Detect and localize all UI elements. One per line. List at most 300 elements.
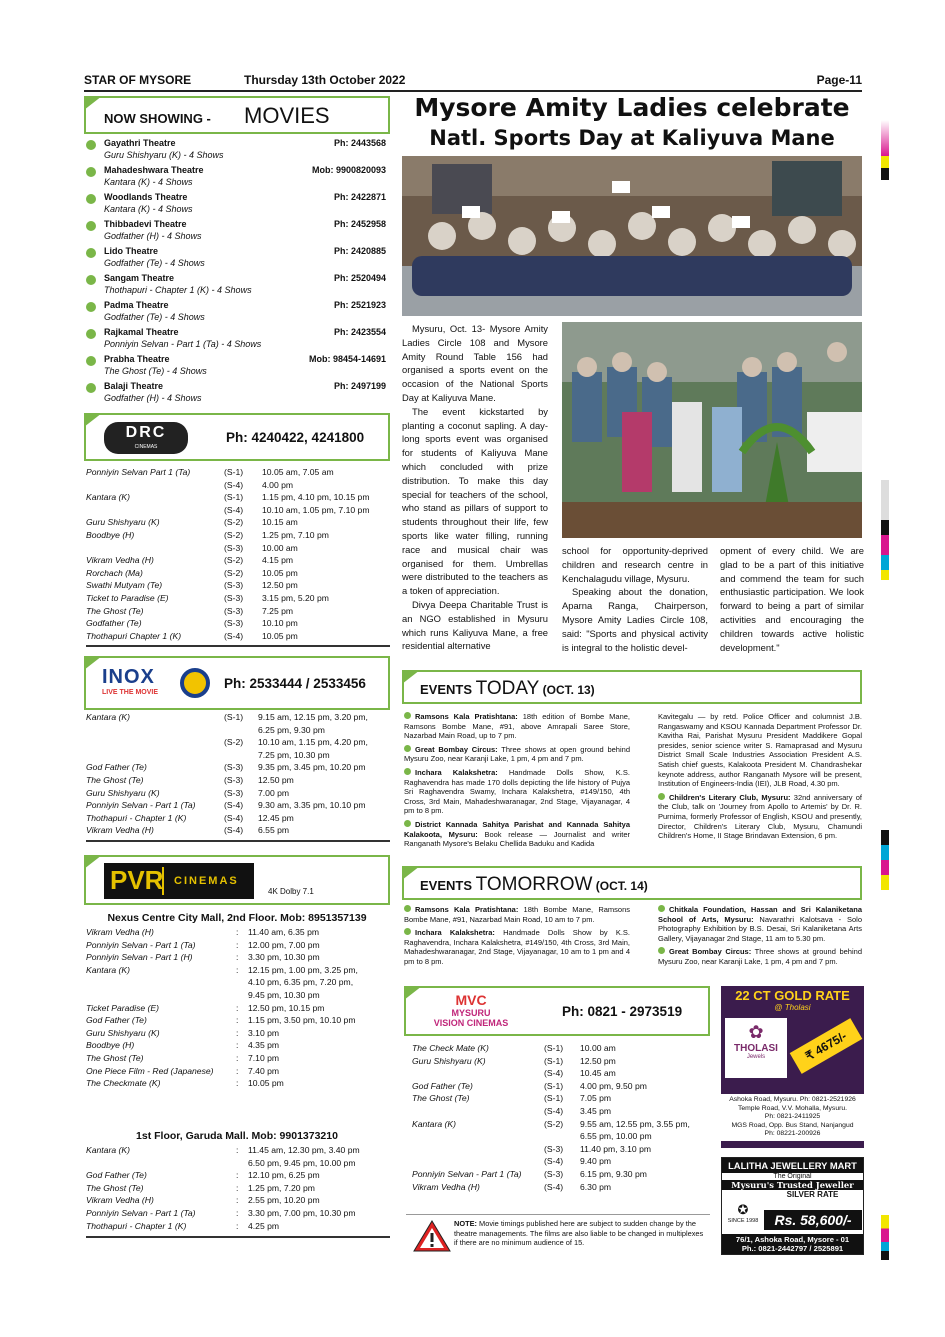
movie-title: Rorchach (Ma) [86,567,143,578]
schedule-row [86,1053,386,1066]
theatre-movie: Godfather (Te) - 4 Shows [104,312,205,322]
theatre-phone: Ph: 2422871 [333,192,386,202]
events-tomorrow-left [404,905,630,971]
movie-title: Guru Shishyaru (K) [86,787,160,798]
schedule-row [86,750,386,763]
events-today-right [658,712,862,845]
schedule-row [86,1158,386,1171]
schedule-row [86,813,386,826]
inox-schedule [86,712,390,842]
pvr-schedule-2 [86,1145,390,1238]
pvr-logo: PVR CINEMAS [104,863,254,899]
screen: (S-1) [544,1043,564,1053]
events-tomorrow-right [658,905,862,971]
screen: (S-3) [224,592,244,603]
bullet-icon [658,905,665,912]
now-showing-header [84,96,390,134]
pvr-venue-1: Nexus Centre City Mall, 2nd Floor. Mob: 8951357139 [107,912,367,924]
show-times: 3.30 pm, 10.30 pm [248,952,320,963]
schedule-row [86,1221,386,1234]
show-times: 3.45 pm [580,1105,612,1116]
screen: (S-1) [544,1093,564,1104]
show-times: 1.25 pm, 7.10 pm [262,529,329,540]
show-times: 1.25 pm, 7.20 pm [248,1182,315,1193]
drc-logo: DRC CINEMAS [104,422,188,454]
schedule-row [412,1081,708,1094]
event-item: Inchara Kalakshetra: Handmade Dolls Show by K.S. Raghavendra, Inchara Kalakshetra, #149/150, 4th Cross, 3rd Main, Mahadeshwaranagar, 2nd Stage, Vijayanagar, 10 am to 1 pm and 4 pm to 8 pm. [404,928,630,966]
theatre-item [84,192,390,219]
article-headline: Mysore Amity Ladies celebrate Natl. Sports Day at Kaliyuva Mane [414,93,850,150]
show-times: 10.05 pm [262,567,298,578]
show-times: 4.35 pm [248,1040,280,1051]
show-times: 10.45 am [580,1068,616,1079]
screen: (S-1) [224,492,244,503]
pvr-schedule-1 [86,927,390,1091]
movie-title: Ticket Paradise (E) [86,1002,159,1013]
schedule-row [412,1093,708,1106]
movie-title: Kantara (K) [412,1118,456,1129]
screen: (S-3) [224,774,244,785]
movie-title: Vikram Vedha (H) [86,1195,154,1206]
movie-title: Boodbye (H) [86,1040,135,1051]
mvc-schedule [412,1043,710,1194]
theatre-list [84,138,390,408]
event-item: Great Bombay Circus: Three shows at open ground behind Mysuru Zoo, near Karanji Lake, 1 pm, 4 pm and 7 pm. [404,744,630,764]
schedule-row [86,1066,386,1079]
bullet-icon [86,356,96,366]
screen: (S-3) [224,605,244,616]
event-item: Ramsons Kala Pratishtana: 18th Bombe Mane, Ramsons Bombe Mane, #91, Nazarbad Main Road, 10 am to 7 pm. [404,905,630,924]
theatre-name: Woodlands Theatre [104,192,188,202]
movie-title: God Father (Te) [86,1015,147,1026]
show-times: 7.05 pm [580,1093,612,1104]
screen: (S-3) [224,542,244,553]
event-item: Kavitegalu — by retd. Police Officer and columnist J.B. Rangaswamy and KSOU Kannada Department Professor Dr. Kavitha Rai, Parishat Mysuru President Maddikere Gopal presides, senior science writer S. Ramaprasad and Mysuru District Small Scale Industries Association President A.S. Satish chief guests, Kalakoota President M. Chandrashekar keynote address, author Ranganath Mysore will be present, Institution of Engineers-India (IEI), JLB Road, 4.30 pm. [658,712,862,789]
screen [224,725,258,738]
theatre-name: Prabha Theatre [104,354,170,364]
event-item: Ramsons Kala Pratishtana: 18th edition of Bombe Mane, Ramsons Bombe Mane, #91, above Amrapali Saree Store, Nazarbad Main Road, up to 7 pm. [404,712,630,741]
show-times: 10.00 am [580,1043,616,1053]
movie-title [412,1106,544,1119]
schedule-row [86,580,386,593]
schedule-row [412,1043,708,1056]
schedule-row [86,467,386,480]
page-number: Page-11 [816,73,862,87]
screen: (S-3) [224,762,244,773]
schedule-row [86,606,386,619]
screen: (S-3) [224,580,244,591]
schedule-row [86,543,386,556]
event-item: Great Bombay Circus: Three shows at ground behind Mysuru Zoo, near Karanji Lake, 1 pm, 4 pm and 7 pm. [658,947,862,966]
events-today-left [404,712,630,853]
screen: (S-2) [224,517,244,528]
movie-title: Thothapuri - Chapter 1 (K) [86,812,187,823]
show-times: 7.40 pm [248,1065,280,1076]
schedule-row [412,1131,708,1144]
show-times: 11.45 am, 12.30 pm, 3.40 pm [248,1145,360,1155]
theatre-movie: Ponniyin Selvan - Part 1 (Ta) - 4 Shows [104,339,262,349]
lalitha-address: 76/1, Ashoka Road, Mysore - 01 Ph.: 0821-2442797 / 2525891 [722,1234,863,1254]
screen: : [236,964,239,975]
group-photo [402,156,862,316]
print-color-bar [881,830,889,890]
movie-title [412,1156,544,1169]
screen: (S-1) [224,712,244,722]
theatre-name: Mahadeshwara Theatre [104,165,204,175]
schedule-row [86,1028,386,1041]
screen: (S-4) [544,1105,564,1116]
schedule-row [86,990,386,1003]
schedule-row [86,568,386,581]
screen: : [236,1027,239,1038]
schedule-row [86,927,386,940]
theatre-item [84,246,390,273]
schedule-row [412,1169,708,1182]
schedule-row [86,977,386,990]
movie-title: The Ghost (Te) [412,1093,470,1104]
bullet-icon [86,167,96,177]
theatre-movie: Godfather (H) - 4 Shows [104,231,202,241]
screen: (S-2) [224,529,244,540]
event-item: Inchara Kalakshetra: Handmade Dolls Show, K.S. Raghavendra has made 170 dolls depicting the life history of Pujya Sri Raghavendra Swamy, Inchara Kalakshetra, #149/150, 4th Cross, 3rd Main, Mahadeshwaranagar, 2nd Stage, Vijayanagar, 4 pm to 8 pm. [404,767,630,816]
show-times: 4.15 pm [262,555,294,566]
movie-title [86,480,224,493]
bullet-icon [404,928,411,935]
screen [236,977,248,990]
show-times: 10.05 pm [262,630,298,641]
theatre-phone: Ph: 2423554 [333,327,386,337]
badge-icon: ✪ [737,1202,749,1217]
schedule-row [86,788,386,801]
schedule-row [412,1182,708,1195]
theatre-name: Balaji Theatre [104,381,164,391]
bullet-icon [86,248,96,258]
schedule-row [86,825,386,838]
lalitha-silver-ad: LALITHA JEWELLERY MART The Original Mysuru's Trusted Jeweller SILVER RATE ✪ SINCE 1998 Rs. 58,600/- 76/1, Ashoka Road, Mysore - 01 Ph.: 0821-2442797 / 2525891 [721,1157,864,1255]
screen: : [236,1170,239,1181]
show-times: 7.10 pm [248,1052,280,1063]
mvc-phone: Ph: 0821 - 2973519 [562,1004,683,1019]
screen: (S-4) [224,800,244,811]
screen: (S-3) [544,1168,564,1179]
movie-title: Guru Shishyaru (K) [412,1055,486,1066]
screen [236,990,248,1003]
show-times: 1.15 pm, 4.10 pm, 10.15 pm [262,492,370,503]
movie-title: One Piece Film - Red (Japanese) [86,1065,214,1076]
screen: (S-2) [224,555,244,566]
schedule-row [412,1144,708,1157]
show-times: 3.10 pm [248,1027,280,1038]
movie-title: Kantara (K) [86,964,130,975]
show-times: 6.15 pm, 9.30 pm [580,1168,647,1179]
drc-phone: Ph: 4240422, 4241800 [226,430,365,445]
show-times: 10.00 am [262,542,298,553]
screen: (S-4) [544,1181,564,1192]
theatre-item [84,165,390,192]
movie-title: The Checkmate (K) [86,1078,161,1089]
screen: (S-3) [544,1143,564,1154]
show-times: 7.25 pm, 10.30 pm [258,749,330,760]
screen: (S-2) [224,567,244,578]
theatre-movie: Godfather (H) - 4 Shows [104,393,202,403]
inox-phone: Ph: 2533444 / 2533456 [224,676,366,691]
movie-title [86,750,224,763]
bullet-icon [404,820,411,827]
screen: : [236,1207,239,1218]
show-times: 6.55 pm, 10.00 pm [580,1131,652,1142]
show-times: 9.55 am, 12.55 pm, 3.55 pm, [580,1118,690,1129]
show-times: 12.50 pm [262,580,298,591]
movie-title [86,977,236,990]
screen: (S-4) [224,479,244,490]
movie-title [86,543,224,556]
schedule-row [412,1068,708,1081]
screen [236,1158,248,1171]
pvr-note: 4K Dolby 7.1 [268,887,314,896]
movie-title: The Check Mate (K) [412,1043,489,1053]
theatre-phone: Mob: 9900820093 [311,165,386,175]
issue-date: Thursday 13th October 2022 [244,73,406,87]
schedule-row [86,1003,386,1016]
theatre-phone: Ph: 2521923 [333,300,386,310]
theatre-name: Padma Theatre [104,300,169,310]
movie-title: Ponniyin Selvan - Part 1 (H) [86,952,193,963]
schedule-row [86,965,386,978]
warning-icon [412,1219,452,1253]
show-times: 11.40 pm, 3.10 pm [580,1143,652,1154]
movie-title [86,725,224,738]
schedule-row [86,940,386,953]
movie-title [412,1144,544,1157]
screen: : [236,1065,239,1076]
tholasi-logo: ✿ THOLASI Jewels [725,1018,787,1078]
gold-price-tag: ₹ 4675/- [790,1018,863,1074]
mvc-note: NOTE: Movie timings published here are subject to sudden change by the theatre managements. The films are also liable to be changed in multiplexes if there are no minimum audience of 15. [406,1214,710,1254]
screen: : [236,939,239,950]
theatre-movie: The Ghost (Te) - 4 Shows [104,366,207,376]
theatre-movie: Kantara (K) - 4 Shows [104,177,193,187]
theatre-item [84,300,390,327]
screen: (S-2) [544,1118,564,1129]
show-times: 6.30 pm [580,1181,612,1192]
schedule-row [86,505,386,518]
movie-title: Kantara (K) [86,1145,130,1155]
movie-title: The Ghost (Te) [86,774,144,785]
schedule-row [86,492,386,505]
movie-title: Kantara (K) [86,712,130,722]
bullet-icon [86,383,96,393]
theatre-phone: Ph: 2443568 [333,138,386,148]
schedule-row [86,1183,386,1196]
theatre-movie: Godfather (Te) - 4 Shows [104,258,205,268]
theatre-item [84,219,390,246]
screen [224,750,258,763]
paper-name: STAR OF MYSORE [84,73,192,87]
show-times: 9.30 am, 3.35 pm, 10.10 pm [258,800,366,811]
movie-title: Vikram Vedha (H) [412,1181,480,1192]
schedule-row [86,618,386,631]
show-times: 6.50 pm, 9.45 pm, 10.00 pm [248,1157,356,1168]
inox-header [84,656,390,710]
theatre-phone: Ph: 2420885 [333,246,386,256]
theatre-name: Thibbadevi Theatre [104,219,187,229]
show-times: 2.55 pm, 10.20 pm [248,1195,320,1206]
schedule-row [86,800,386,813]
schedule-row [86,517,386,530]
movie-title: Ponniyin Selvan - Part 1 (Ta) [86,939,196,950]
show-times: 6.25 pm, 9.30 pm [258,724,325,735]
theatre-item [84,381,390,408]
screen: : [236,1220,239,1231]
screen: (S-1) [544,1080,564,1091]
movie-title [86,737,224,750]
screen: (S-3) [224,618,244,629]
show-times: 10.05 pm [248,1078,284,1089]
movie-title: God Father (Te) [412,1080,473,1091]
screen: : [236,1015,239,1026]
schedule-row [86,555,386,568]
show-times: 1.15 pm, 3.50 pm, 10.10 pm [248,1015,356,1026]
movie-title: Guru Shishyaru (K) [86,1027,160,1038]
show-times: 4.25 pm [248,1220,280,1231]
now-showing-label: NOW SHOWING - [104,111,211,126]
show-times: 4.00 pm [262,479,294,490]
schedule-row [86,480,386,493]
movie-title: Swathi Mutyam (Te) [86,580,163,591]
tholasi-gold-ad: 22 CT GOLD RATE @ Tholasi ✿ THOLASI Jewels ₹ 4675/- Ashoka Road, Mysuru. Ph: 0821-2521926 Temple Road, V.V. Mohalla, Mysuru. Ph: 0821-2411925 MGS Road, Opp. Bus Stand, Nanjangud Ph: 08221-200926 [721,986,864,1148]
show-times: 3.30 pm, 7.00 pm, 10.30 pm [248,1207,356,1218]
schedule-row [86,712,386,725]
events-tomorrow-header: EVENTS TOMORROW (OCT. 14) [402,866,862,900]
screen: (S-4) [224,825,244,836]
screen: (S-3) [224,787,244,798]
bullet-icon [86,194,96,204]
theatre-item [84,354,390,381]
theatre-phone: Ph: 2520494 [333,273,386,283]
theatre-name: Gayathri Theatre [104,138,176,148]
planting-photo [562,322,862,538]
theatre-phone: Ph: 2497199 [333,381,386,391]
screen [544,1131,580,1144]
show-times: 12.00 pm, 7.00 pm [248,939,320,950]
show-times: 10.10 am, 1.05 pm, 7.10 pm [262,504,370,515]
movie-title: Ponniyin Selvan - Part 1 (Ta) [86,1207,196,1218]
theatre-item [84,273,390,300]
theatre-item [84,138,390,165]
theatre-phone: Mob: 98454-14691 [308,354,386,364]
screen: : [236,1195,239,1206]
bullet-icon [404,712,411,719]
theatre-movie: Guru Shishyaru (K) - 4 Shows [104,150,224,160]
schedule-row [86,1040,386,1053]
movie-title [412,1068,544,1081]
print-color-bar [881,1215,889,1260]
theatre-movie: Kantara (K) - 4 Shows [104,204,193,214]
screen: (S-1) [544,1055,564,1066]
drc-schedule [86,467,390,647]
mvc-header [404,986,710,1036]
show-times: 11.40 am, 6.35 pm [248,927,320,937]
pvr-venue-2: 1st Floor, Garuda Mall. Mob: 9901373210 [136,1130,338,1142]
mvc-logo: MVC MYSURU VISION CINEMAS [433,992,509,1028]
show-times: 12.10 pm, 6.25 pm [248,1170,320,1181]
article-col-2: school for opportunity-deprived children and research centre in Kenchalagudu village, Mysuru. Speaking about the donation, Aparna Ranga, Chairperson, Mysore Amity Ladies Circle 108, said: "Sports and physical activity is integral to the holistic devel- [562,545,708,653]
movie-title: Guru Shishyaru (K) [86,517,160,528]
lotus-icon: ✿ [748,1022,764,1042]
screen: : [236,1002,239,1013]
show-times: 12.50 pm [258,774,294,785]
bullet-icon [404,768,411,775]
bullet-icon [86,275,96,285]
show-times: 7.00 pm [258,787,290,798]
schedule-row [86,1015,386,1028]
bullet-icon [86,140,96,150]
movie-title: Boodbye (H) [86,529,135,540]
bullet-icon [658,947,665,954]
theatre-name: Sangam Theatre [104,273,175,283]
schedule-row [412,1056,708,1069]
bullet-icon [658,793,665,800]
theatre-name: Lido Theatre [104,246,159,256]
schedule-row [86,1195,386,1208]
theatre-movie: Thothapuri - Chapter 1 (K) - 4 Shows [104,285,252,295]
movie-title: The Ghost (Te) [86,605,144,616]
schedule-row [86,1078,386,1091]
show-times: 4.00 pm, 9.50 pm [580,1080,647,1091]
event-item: Children's Literary Club, Mysuru: 32nd anniversary of the Club, talk on 'Journey from Apollo to Artemis' by Dr. R. Purnima, formerly Professor of English, KSOU and presently, Director, Children's Literary Club, Mysuru, Chamundi Children's Home, II Stage Brindavan Extension, 6 pm. [658,792,862,841]
movie-title: Vikram Vedha (H) [86,825,154,836]
show-times: 9.35 pm, 3.45 pm, 10.20 pm [258,762,366,773]
screen: : [236,1078,239,1089]
schedule-row [86,1170,386,1183]
schedule-row [86,775,386,788]
article-col-1: Mysuru, Oct. 13- Mysore Amity Ladies Circle 108 and Mysore Amity Round Table 156 had organised a sports event on the occasion of the National Sports Day at Kaliyuva Mane. The event kickstarted by planting a coconut sapling. A day-long sports event was organised for students of Kaliyuva Mane which concluded with prize distribution. To make this day special for teachers of the school, who stand as pillars of support to students throughout their life, few sports like water filling, running race and musical chair was organised for them. Umbrellas were distributed to the teachers as a token of appreciation. Divya Deepa Charitable Trust is an NGO established in Mysuru which runs Kaliyuva Mane, a free residential alternative [402,323,548,652]
bullet-icon [86,302,96,312]
show-times: 4.10 pm, 6.35 pm, 7.20 pm, [248,977,354,988]
bullet-icon [86,329,96,339]
theatre-phone: Ph: 2452958 [333,219,386,229]
movie-title [412,1131,544,1144]
screen: : [236,1182,239,1193]
theatre-item [84,327,390,354]
schedule-row [86,593,386,606]
show-times: 10.15 am [262,517,298,528]
movie-title: Vikram Vedha (H) [86,555,154,566]
theatre-name: Rajkamal Theatre [104,327,179,337]
drc-header [84,413,390,461]
article-col-3: opment of every child. We are glad to be a part of this initiative and commend the team for such enthusiastic participation. We look forward to being a part of similar activities and encouraging the children towards active holistic development." [720,545,864,653]
event-item: Chitkala Foundation, Hassan and Sri Kalaniketana School of Arts, Mysuru: Navarathri Kalotsava - Solo Photography Exhibition by B.S. Desai, Sri Kalaniketana Arts Gallery, Vijayanagar 2nd Stage, 11 am to 5.30 pm. [658,905,862,943]
silver-price: Rs. 58,600/- [764,1210,862,1230]
movie-title: Ticket to Paradise (E) [86,592,169,603]
movie-title: Vikram Vedha (H) [86,927,154,937]
screen: (S-4) [544,1156,564,1167]
schedule-row [86,530,386,543]
show-times: 12.15 pm, 1.00 pm, 3.25 pm, [248,964,358,975]
schedule-row [412,1106,708,1119]
show-times: 10.05 am, 7.05 am [262,467,334,477]
screen: (S-4) [224,630,244,641]
movies-label: MOVIES [244,103,330,128]
movie-title [86,1158,236,1171]
bullet-icon [404,905,411,912]
show-times: 12.50 pm, 10.15 pm [248,1002,325,1013]
show-times: 7.25 pm [262,605,294,616]
tholasi-address: Ashoka Road, Mysuru. Ph: 0821-2521926 Temple Road, V.V. Mohalla, Mysuru. Ph: 0821-2411925 MGS Road, Opp. Bus Stand, Nanjangud Ph: 08221-200926 [721,1094,864,1141]
screen: : [236,927,239,937]
movie-title: God Father (Te) [86,762,147,773]
screen: (S-1) [224,467,244,477]
